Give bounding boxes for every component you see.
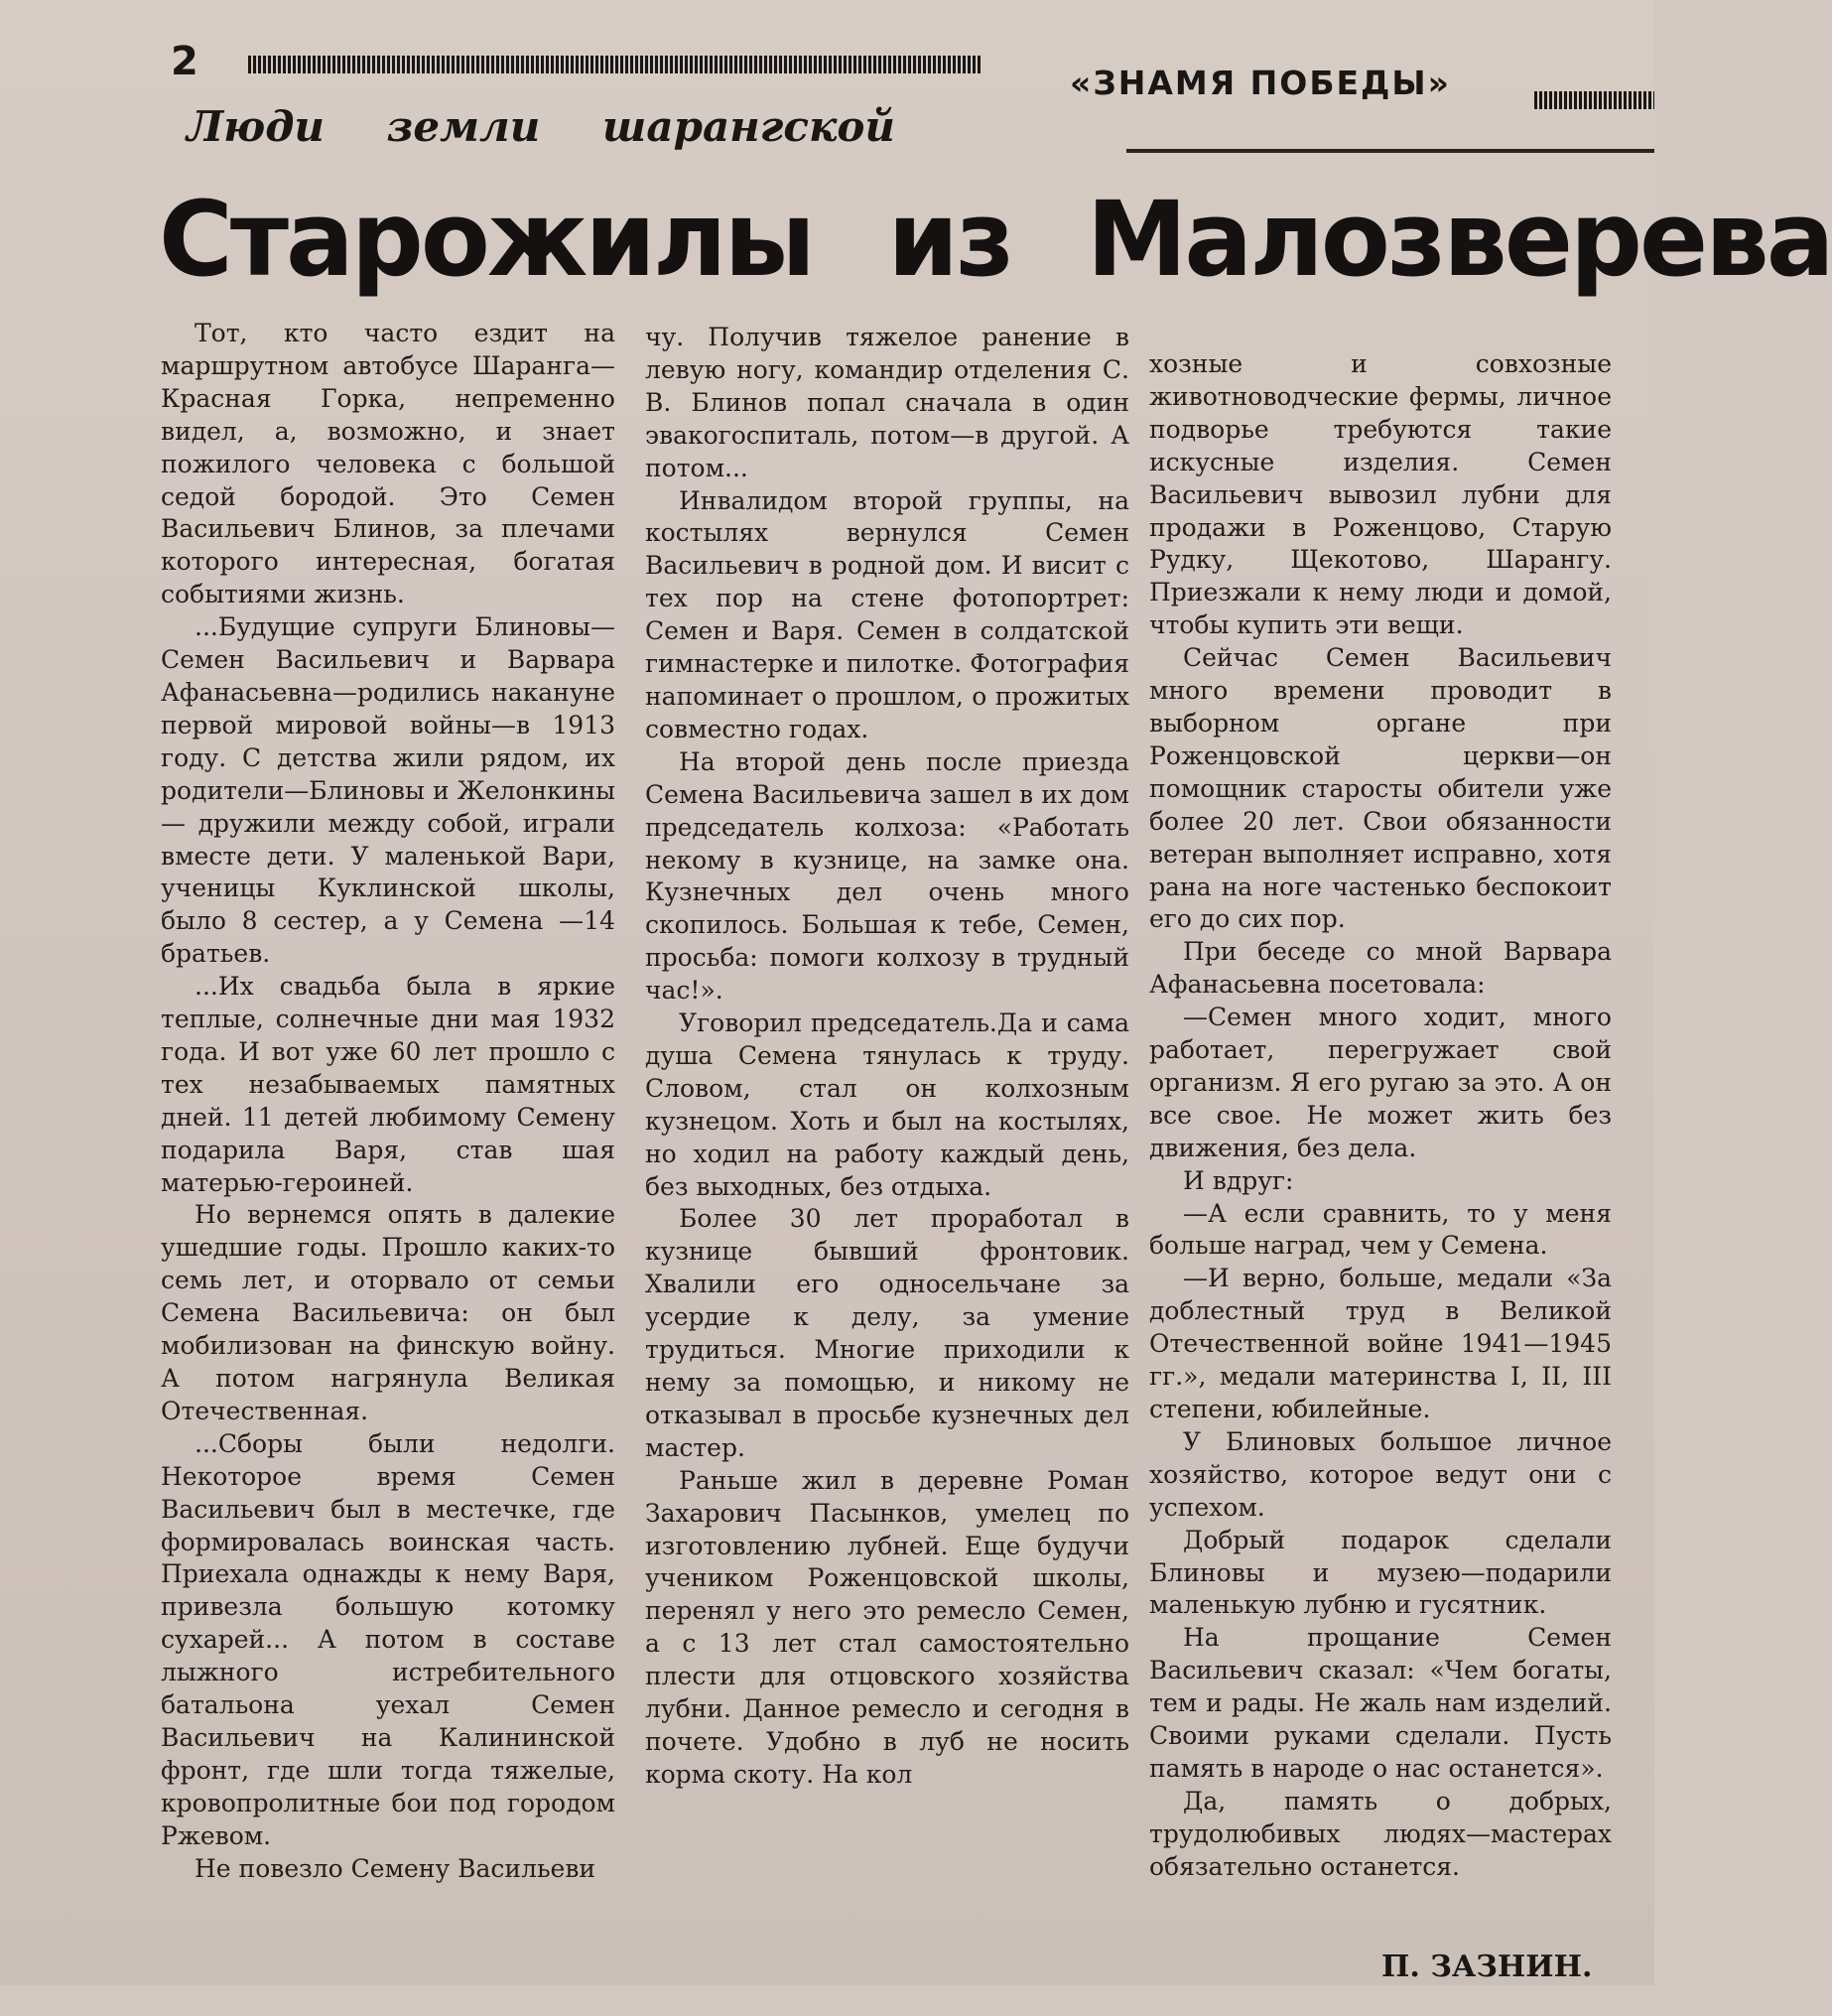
- paragraph: На второй день после приезда Семена Васильевича зашел в их дом председатель колхоза: «Работать некому в кузнице, на замке она. Кузнечных дел очень много скопилось. Большая к тебе, Семен, просьба: помоги колхозу в трудный час!».: [645, 746, 1129, 1006]
- article-column-1: [161, 318, 615, 1985]
- page-number: 2: [171, 39, 198, 84]
- paragraph: На прощание Семен Васильевич сказал: «Чем богаты, тем и рады. Не жаль нам изделий. Своими руками сделали. Пусть память в народе о нас останется».: [1149, 1623, 1612, 1783]
- paragraph: ...Их свадьба была в яркие теплые, солнечные дни мая 1932 года. И вот уже 60 лет прошло с тех незабываемых памятных дней. 11 детей любимому Семену подарила Варя, став шая матерью-героиней.: [161, 972, 615, 1197]
- newspaper-name: «ЗНАМЯ ПОБЕДЫ»: [1070, 64, 1451, 102]
- paragraph: И вдруг:: [1183, 1165, 1294, 1195]
- paragraph: Не повезло Семену Васильеви: [195, 1853, 596, 1883]
- paragraph: —А если сравнить, то у меня больше наград, чем у Семена.: [1149, 1198, 1612, 1261]
- paragraph: У Блиновых большое личное хозяйство, которое ведут они с успехом.: [1149, 1426, 1612, 1522]
- paragraph: При беседе со мной Варвара Афанасьевна посетовала:: [1149, 937, 1612, 1000]
- article-column-3: [1149, 348, 1612, 2016]
- paragraph: Раньше жил в деревне Роман Захарович Пасынков, умелец по изготовлению лубней. Еще будучи учеником Роженцовской школы, перенял у него это ремесло Семен, а с 13 лет стал самостоятельно плести для отцовского хозяйства лубни. Данное ремесло и сегодня в почете. Удобно в луб не носить корма скоту. На кол: [645, 1465, 1129, 1789]
- paragraph: Инвалидом второй группы, на костылях вернулся Семен Васильевич в родной дом. И висит с тех пор на стене фотопортрет: Семен и Варя. Семен в солдатской гимнастерке и пилотке. Фотография напоминает о прошлом, о прожитых совместно годах.: [645, 485, 1129, 743]
- header-decorative-rule-right: [1534, 91, 1654, 109]
- paragraph: Но вернемся опять в далекие ушедшие годы. Прошло каких-то семь лет, и оторвало от семьи Семена Васильевича: он был мобилизован на финскую войну. А потом нагрянула Великая Отечественная.: [161, 1200, 615, 1425]
- paragraph: Да, память о добрых, трудолюбивых людях—мастерах обязательно останется.: [1149, 1786, 1612, 1881]
- paragraph: Тот, кто часто ездит на маршрутном автобусе Шаранга—Красная Горка, непременно видел, а, возможно, и знает пожилого человека с большой седой бородой. Это Семен Васильевич Блинов, за плечами которого интересная, богатая событиями жизнь.: [161, 319, 615, 609]
- paragraph: —Семен много ходит, много работает, перегружает свой организм. Я его ругаю за это. А он все свое. Не может жить без движения, без дела.: [1149, 1003, 1612, 1162]
- rubric-title: Люди земли шарангской: [187, 102, 895, 151]
- header-decorative-rule: [248, 56, 981, 73]
- paragraph: ...Будущие супруги Блиновы—Семен Васильевич и Варвара Афанасьевна—родились накануне первой мировой войны—в 1913 году. С детства жили рядом, их родители—Блиновы и Желонкины — дружили между собой, играли вместе дети. У маленькой Вари, ученицы Куклинской школы, было 8 сестер, а у Семена —14 братьев.: [161, 612, 615, 969]
- author-signature: П. ЗАЗНИН.: [1381, 1949, 1593, 1984]
- paragraph: Сейчас Семен Васильевич много времени проводит в выборном органе при Роженцовской церкви—он помощник старосты обители уже более 20 лет. Свои обязанности ветеран выполняет исправно, хотя рана на ноге частенько беспокоит его до сих пор.: [1149, 643, 1612, 934]
- paragraph: хозные и совхозные животноводческие фермы, личное подворье требуются такие искусные изделия. Семен Васильевич вывозил лубни для продажи в Роженцово, Старую Рудку, Щекотово, Шарангу. Приезжали к нему люди и домой, чтобы купить эти вещи.: [1149, 349, 1612, 640]
- paragraph: Более 30 лет проработал в кузнице бывший фронтовик. Хвалили его односельчане за усердие к делу, за умение трудиться. Многие приходили к нему за помощью, и никому не отказывал в просьбе кузнечных дел мастер.: [645, 1204, 1129, 1462]
- paragraph: Добрый подарок сделали Блиновы и музею—подарили маленькую лубню и гусятник.: [1149, 1525, 1612, 1620]
- paragraph: —И верно, больше, медали «За доблестный труд в Великой Отечественной войне 1941—1945 гг.», медали материнства I, II, III степени, юбилейные.: [1149, 1264, 1612, 1423]
- rubric-rule: [1126, 149, 1654, 153]
- paragraph: ...Сборы были недолги. Некоторое время Семен Васильевич был в местечке, где формировалась воинская часть. Приехала однажды к нему Варя, привезла большую котомку сухарей... А потом в составе лыжного истребительного батальона уехал Семен Васильевич на Калининской фронт, где шли тогда тяжелые, кровопролитные бои под городом Ржевом.: [161, 1428, 615, 1850]
- article-column-2: [645, 322, 1129, 1989]
- article-headline: Старожилы из Малозверева: [159, 179, 1832, 300]
- paragraph: чу. Получив тяжелое ранение в левую ногу, командир отделения С. В. Блинов попал сначала в один эвакогоспиталь, потом—в другой. А потом...: [645, 323, 1129, 482]
- paragraph: Уговорил председатель.Да и сама душа Семена тянулась к труду. Словом, стал он колхозным кузнецом. Хоть и был на костылях, но ходил на работу каждый день, без выходных, без отдыха.: [645, 1008, 1129, 1201]
